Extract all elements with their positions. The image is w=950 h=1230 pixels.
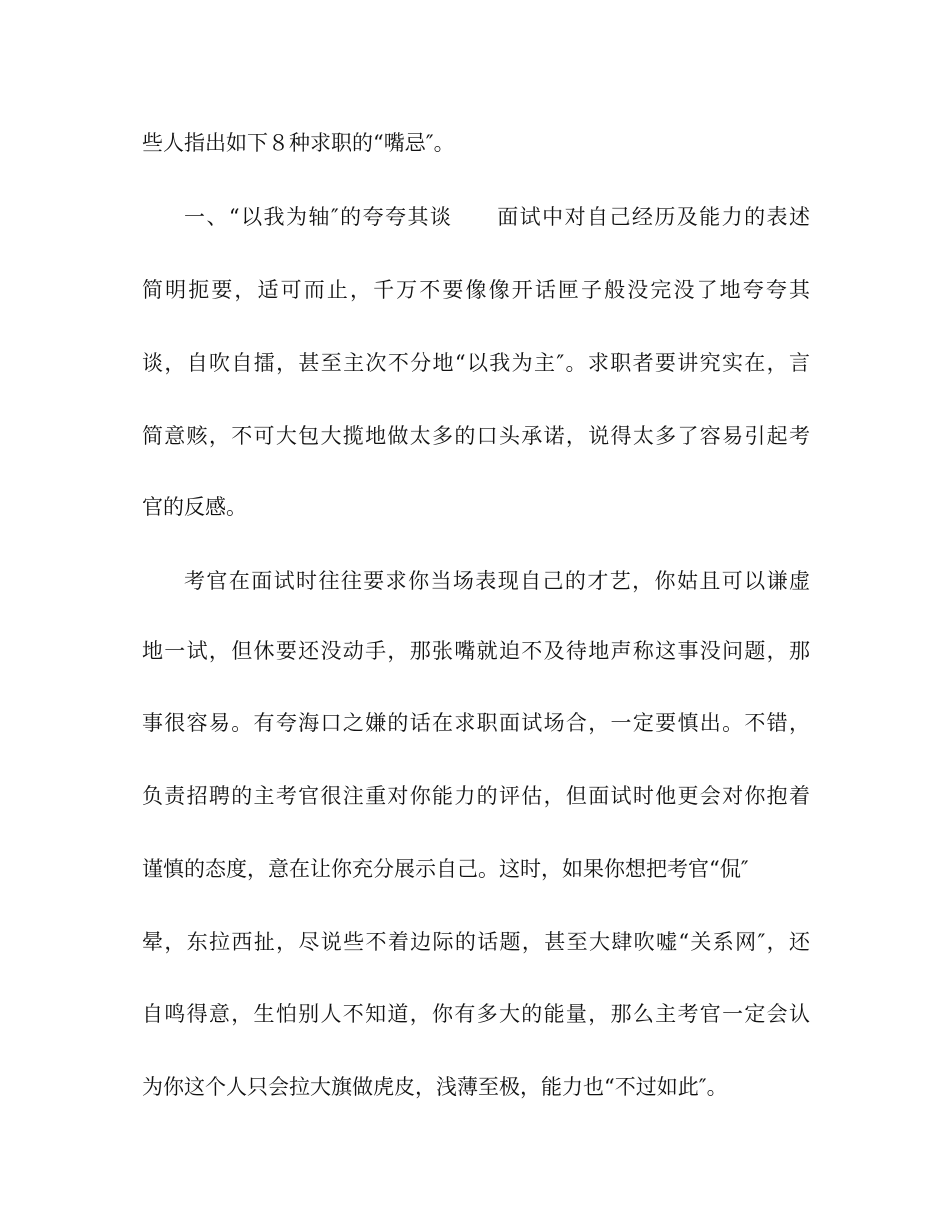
- text-line-11: 谨慎的态度，意在让你充分展示自己。这时，如果你想把考官“侃″: [142, 857, 749, 881]
- text-line-14: 为你这个人只会拉大旗做虎皮，浅薄至极，能力也“不过如此″。: [142, 1075, 728, 1099]
- text-line-6: 官的反感。: [142, 495, 247, 519]
- text-line-2: 一、“以我为轴″的夸夸其谈 面试中对自己经历及能力的表述: [184, 205, 810, 229]
- text-line-5: 简意赅，不可大包大揽地做太多的口头承诺，说得太多了容易引起考: [142, 424, 810, 448]
- text-line-12: 晕，东拉西扯，尽说些不着边际的话题，甚至大肆吹嘘“关系网″，还: [142, 930, 810, 954]
- text-line-13: 自鸣得意，生怕别人不知道，你有多大的能量，那么主考官一定会认: [142, 1002, 810, 1026]
- text-line-10: 负责招聘的主考官很注重对你能力的评估，但面试时他更会对你抱着: [142, 784, 810, 808]
- text-line-7: 考官在面试时往往要求你当场表现自己的才艺，你姑且可以谦虚: [184, 569, 810, 593]
- text-line-4: 谈，自吹自擂，甚至主次不分地“以我为主″。求职者要讲究实在，言: [142, 351, 810, 375]
- text-line-3: 简明扼要，适可而止，千万不要像像开话匣子般没完没了地夸夸其: [142, 278, 810, 302]
- text-line-1: 些人指出如下８种求职的“嘴忌″。: [142, 131, 455, 155]
- text-line-8: 地一试，但休要还没动手，那张嘴就迫不及待地声称这事没问题，那: [142, 639, 810, 663]
- text-line-9: 事很容易。有夸海口之嫌的话在求职面试场合，一定要慎出。不错，: [142, 711, 810, 735]
